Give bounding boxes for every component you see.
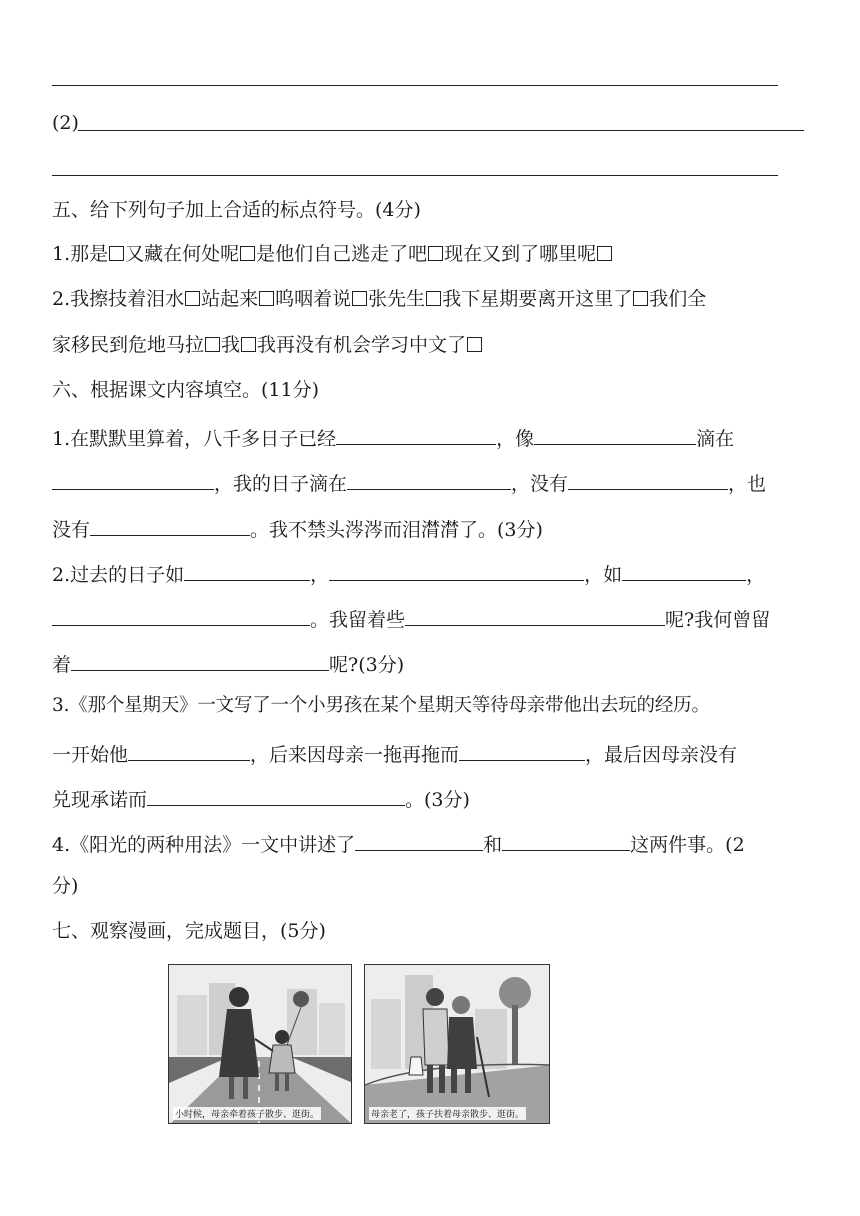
- section-7-title: 七、观察漫画，完成题目，(5分): [52, 920, 326, 942]
- fill-blank[interactable]: [405, 607, 665, 626]
- fill-question-2-line-2: 。我留着些 呢?我何曾留: [52, 607, 770, 630]
- section-6-title: 六、根据课文内容填空。(11分): [52, 379, 320, 401]
- fill-question-2-line-1: 2.过去的日子如 ， ，如 ，: [52, 564, 766, 586]
- punctuation-question-2: 2.我擦技着泪水 站起来 呜咽着说 张先生 我下星期要离开这里了 我们全: [52, 288, 707, 310]
- fill-blank[interactable]: [622, 562, 746, 581]
- punctuation-box[interactable]: [241, 337, 256, 352]
- fill-blank[interactable]: [52, 607, 310, 626]
- fill-question-4-line-2: 分): [52, 875, 79, 897]
- punctuation-box[interactable]: [205, 337, 220, 352]
- fill-blank[interactable]: [459, 742, 585, 761]
- fill-question-3-line-3: 兑现承诺而 。(3分): [52, 789, 470, 811]
- punctuation-question-2-cont: 家移民到危地马拉 我 我再没有机会学习中文了: [52, 336, 483, 355]
- comic-illustration-old-age: [365, 965, 550, 1124]
- fill-blank[interactable]: [184, 562, 310, 581]
- comic-caption-old-age: 母亲老了，孩子扶着母亲散步、逛街。: [369, 1107, 526, 1120]
- fill-blank[interactable]: [355, 832, 483, 851]
- fill-blank[interactable]: [502, 832, 630, 851]
- comic-panel-old-age: [364, 964, 550, 1124]
- punctuation-question-1: 1.那是 又藏在何处呢 是他们自己逃走了吧 现在又到了哪里呢: [52, 245, 613, 264]
- question-2-row: [52, 114, 79, 133]
- fill-blank[interactable]: [534, 426, 696, 445]
- section-5-title: 五、给下列句子加上合适的标点符号。(4分): [52, 199, 421, 221]
- punctuation-box[interactable]: [426, 291, 441, 306]
- comic-panel-childhood: [168, 964, 352, 1124]
- fill-blank[interactable]: [71, 652, 329, 671]
- fill-blank[interactable]: [329, 562, 584, 581]
- answer-line[interactable]: [52, 175, 778, 176]
- punctuation-box[interactable]: [259, 291, 274, 306]
- comic-caption-childhood: 小时候，母亲牵着孩子散步、逛街。: [173, 1107, 321, 1120]
- fill-question-2-line-3: 着 呢?(3分): [52, 654, 405, 676]
- punctuation-box[interactable]: [185, 291, 200, 306]
- question-2-label: (2): [52, 112, 79, 134]
- punctuation-box[interactable]: [240, 246, 255, 261]
- punctuation-box[interactable]: [352, 291, 367, 306]
- fill-question-1-line-1: 1.在默默里算着，八千多日子已经 ，像 滴在: [52, 428, 735, 450]
- punctuation-box[interactable]: [633, 291, 648, 306]
- fill-question-1-line-2: ，我的日子滴在 ，没有 ，也: [52, 471, 766, 494]
- punctuation-box[interactable]: [109, 246, 124, 261]
- punctuation-box[interactable]: [428, 246, 443, 261]
- comic-strip: [168, 964, 554, 1124]
- punctuation-box[interactable]: [467, 337, 482, 352]
- fill-blank[interactable]: [336, 426, 496, 445]
- fill-blank[interactable]: [90, 517, 250, 536]
- fill-blank[interactable]: [568, 471, 728, 490]
- punctuation-box[interactable]: [597, 246, 612, 261]
- fill-question-3-line-1: 3.《那个星期天》一文写了一个小男孩在某个星期天等待母亲带他出去玩的经历。: [52, 695, 710, 716]
- answer-line[interactable]: [52, 85, 778, 86]
- fill-question-4-line-1: 4.《阳光的两种用法》一文中讲述了 和 这两件事。(2: [52, 834, 745, 856]
- fill-blank[interactable]: [52, 471, 214, 490]
- fill-blank[interactable]: [128, 742, 250, 761]
- answer-line[interactable]: [78, 130, 804, 131]
- comic-illustration-childhood: [169, 965, 352, 1124]
- fill-question-1-line-3: 没有 。我不禁头涔涔而泪潸潸了。(3分): [52, 519, 543, 541]
- fill-blank[interactable]: [147, 787, 405, 806]
- fill-question-3-line-2: 一开始他 ，后来因母亲一拖再拖而 ，最后因母亲没有: [52, 744, 738, 766]
- fill-blank[interactable]: [347, 471, 511, 490]
